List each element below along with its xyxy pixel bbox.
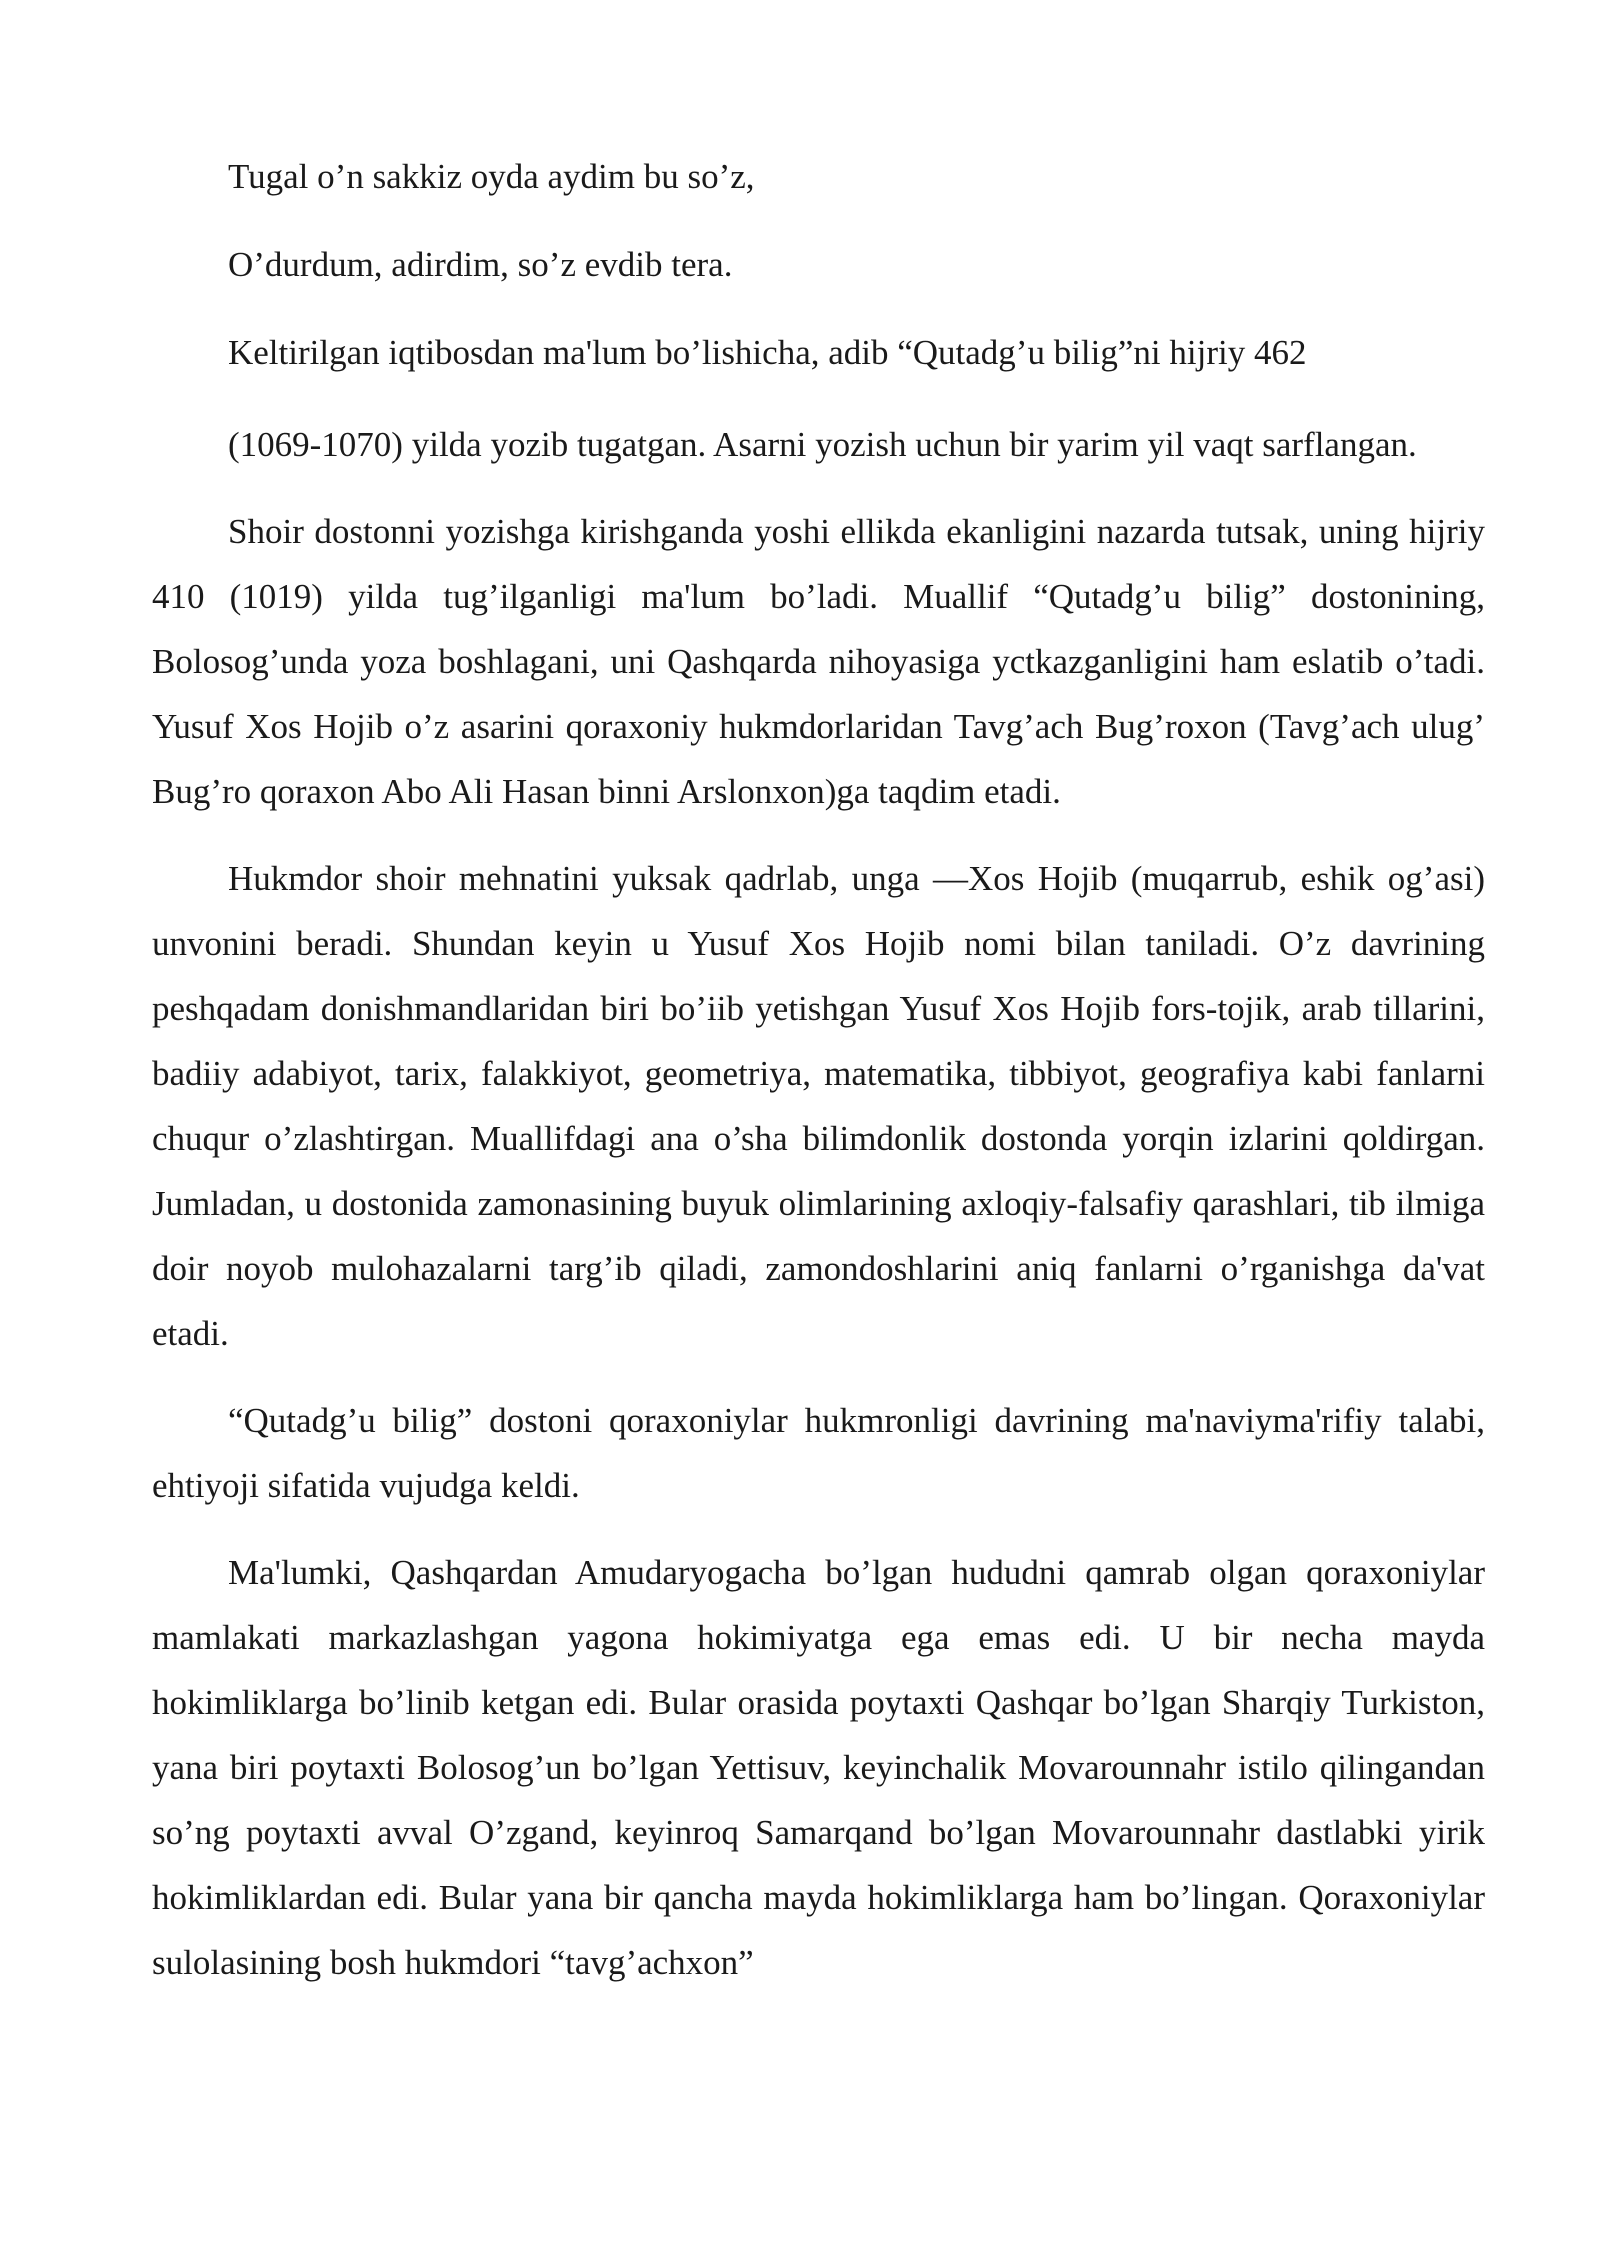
verse-line-3: Keltirilgan iqtibosdan ma'lum bo’lishicha, adib “Qutadg’u bilig”ni hijriy 462: [228, 333, 1307, 372]
paragraph-1: (1069-1070) yilda yozib tugatgan. Asarni yozish uchun bir yarim yil vaqt sarflangan.: [228, 425, 1417, 464]
verse-line-2: O’durdum, adirdim, so’z evdib tera.: [228, 245, 733, 284]
paragraph-3: Hukmdor shoir mehnatini yuksak qadrlab, unga —Xos Hojib (muqarrub, eshik og’asi) unvonini beradi. Shundan keyin u Yusuf Xos Hojib nomi bilan taniladi. O’z davrining peshqadam donishmandlaridan biri bo’iib yetishgan Yusuf Xos Hojib fors-tojik, arab tillarini, badiiy adabiyot, tarix, falakkiyot, geometriya, matematika, tibbiyot, geografiya kabi fanlarni chuqur o’zlashtirgan. Muallifdagi ana o’sha bilimdonlik dostonda yorqin izlarini qoldirgan. Jumladan, u dostonida zamonasining buyuk olimlarining axloqiy-falsafiy qarashlari, tib ilmiga doir noyob mulohazalarni targ’ib qiladi, zamondoshlarini aniq fanlarni o’rganishga da'vat etadi.: [152, 859, 1485, 1353]
paragraph-4: “Qutadg’u bilig” dostoni qoraxoniylar hukmronligi davrining ma'naviyma'rifiy talabi, ehtiyoji sifatida vujudga keldi.: [152, 1401, 1485, 1505]
verse-line-1: Tugal o’n sakkiz oyda aydim bu so’z,: [228, 157, 755, 196]
paragraph-2: Shoir dostonni yozishga kirishganda yoshi ellikda ekanligini nazarda tutsak, uning hijriy 410 (1019) yilda tug’ilganligi ma'lum bo’ladi. Muallif “Qutadg’u bilig” dostonining, Bolosog’unda yoza boshlagani, uni Qashqarda nihoyasiga yctkazganligini ham eslatib o’tadi. Yusuf Xos Hojib o’z asarini qoraxoniy hukmdorlaridan Tavg’ach Bug’roxon (Tavg’ach ulug’ Bug’ro qoraxon Abo Ali Hasan binni Arslonxon)ga taqdim etadi.: [152, 512, 1485, 811]
paragraph-5: Ma'lumki, Qashqardan Amudaryogacha bo’lgan hududni qamrab olgan qoraxoniylar mamlakati markazlashgan yagona hokimiyatga ega emas edi. U bir necha mayda hokimliklarga bo’linib ketgan edi. Bular orasida poytaxti Qashqar bo’lgan Sharqiy Turkiston, yana biri poytaxti Bolosog’un bo’lgan Yettisuv, keyinchalik Movarounnahr istilo qilingandan so’ng poytaxti avval O’zgand, keyinroq Samarqand bo’lgan Movarounnahr dastlabki yirik hokimliklardan edi. Bular yana bir qancha mayda hokimliklarga ham bo’lingan. Qoraxoniylar sulolasining bosh hukmdori “tavg’achxon”: [152, 1553, 1485, 1982]
document-body: [152, 148, 1485, 2017]
